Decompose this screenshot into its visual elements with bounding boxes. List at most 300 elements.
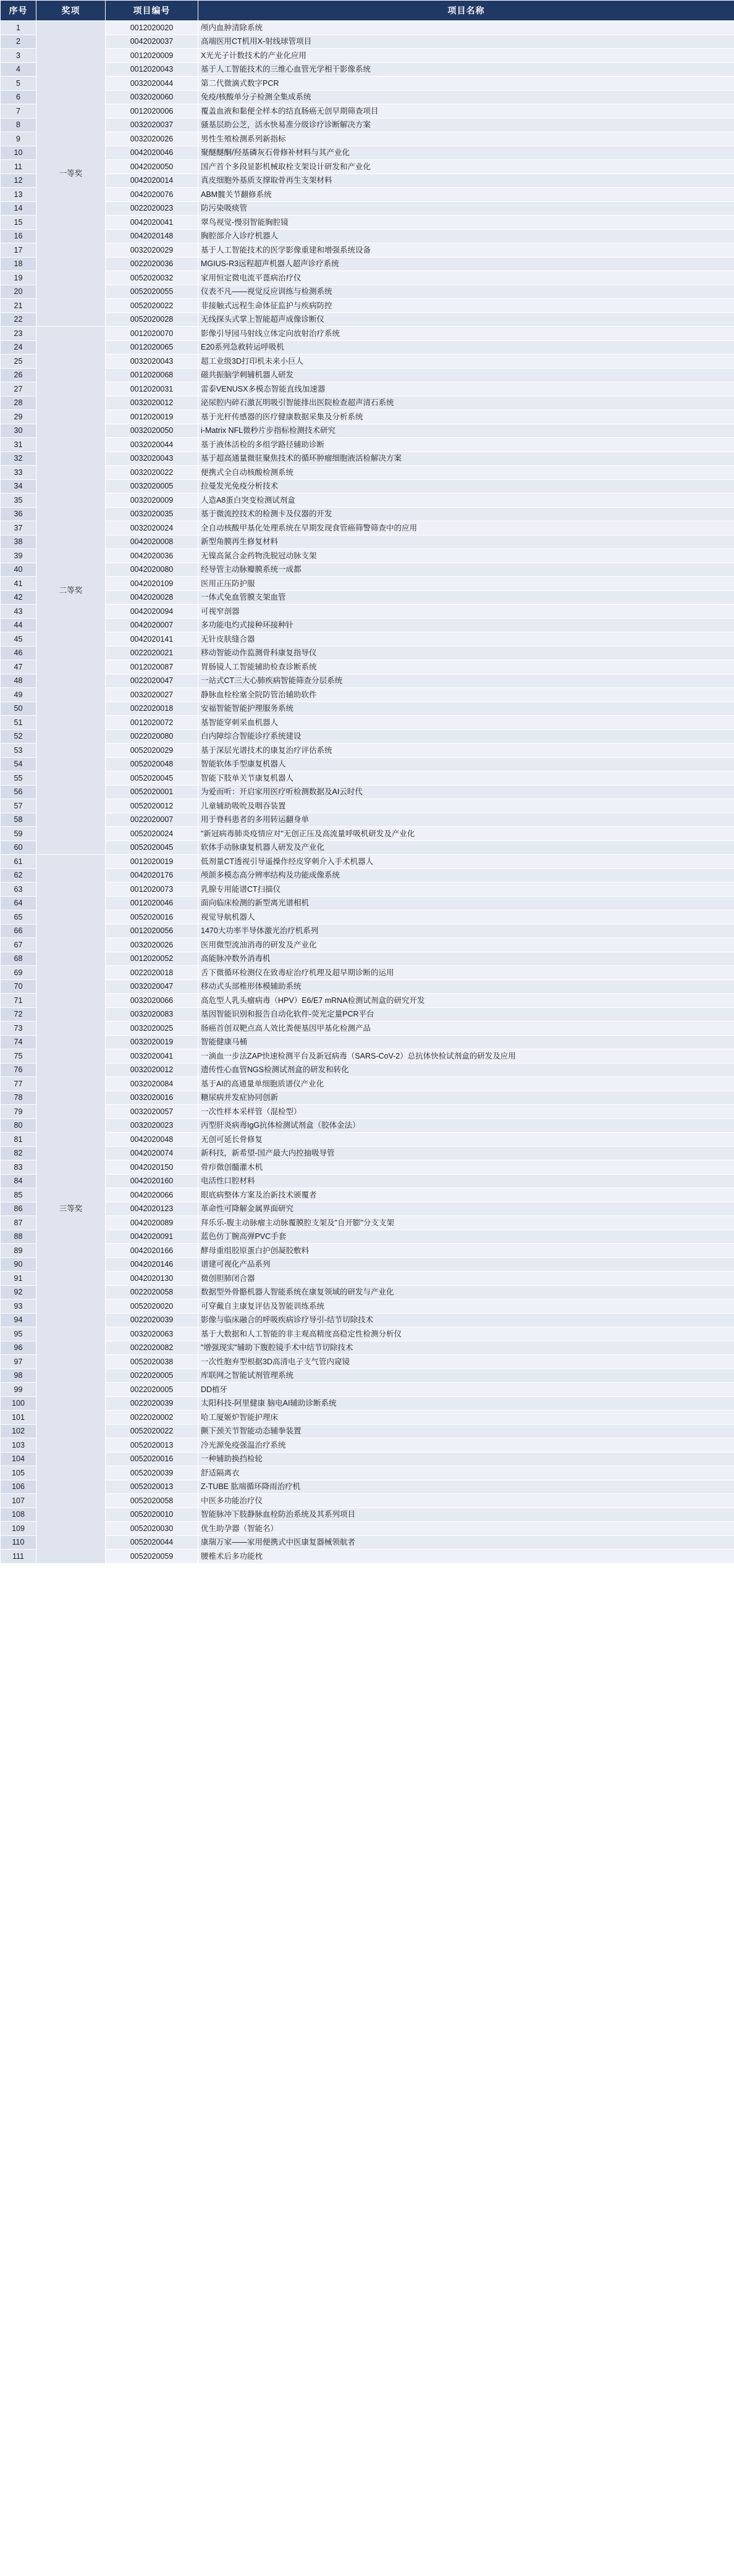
cell-code: 0032020022 [106, 466, 198, 480]
table-row [1, 1174, 734, 1188]
table-row [1, 466, 734, 480]
cell-no: 76 [1, 1063, 36, 1077]
table-row [1, 243, 734, 258]
cell-project-name: 腰椎术后多功能枕 [198, 1550, 734, 1564]
cell-project-name: 白内障综合智能诊疗系统建设 [198, 729, 734, 744]
cell-no: 24 [1, 340, 36, 355]
cell-code: 0012020065 [106, 340, 198, 355]
cell-no: 85 [1, 1188, 36, 1202]
cell-code: 0022020047 [106, 674, 198, 688]
cell-code: 0052020048 [106, 757, 198, 771]
cell-no: 68 [1, 952, 36, 966]
cell-no: 81 [1, 1133, 36, 1147]
cell-project-name: "新冠病毒肺炎疫情应对"无创正压及高流量呼吸机研发及产业化 [198, 827, 734, 841]
cell-no: 53 [1, 744, 36, 758]
cell-code: 0022020018 [106, 702, 198, 716]
cell-code: 0022020005 [106, 1383, 198, 1397]
cell-code: 0032020012 [106, 1063, 198, 1077]
cell-project-name: 舒适隔离衣 [198, 1466, 734, 1480]
table-row [1, 1133, 734, 1147]
cell-project-name: 覆盖血液和黏便全样本的结直肠癌无创早期筛查项目 [198, 104, 734, 119]
cell-project-name: 多功能电灼式接种环接种针 [198, 618, 734, 632]
cell-code: 0032020063 [106, 1327, 198, 1341]
cell-code: 0012020043 [106, 62, 198, 77]
table-row [1, 549, 734, 563]
cell-code: 0042020089 [106, 1216, 198, 1230]
cell-code: 0032020024 [106, 521, 198, 535]
table-row [1, 605, 734, 619]
table-row [1, 883, 734, 897]
cell-no: 7 [1, 104, 36, 119]
cell-project-name: 国产首个多段显影机械取栓支架设计研发和产业化 [198, 160, 734, 174]
cell-no: 20 [1, 285, 36, 299]
cell-project-name: 遗传性心血管NGS检测试剂盒的研发和转化 [198, 1063, 734, 1077]
table-row [1, 174, 734, 188]
cell-no: 96 [1, 1341, 36, 1355]
cell-project-name: 骨疖微创髓灌木机 [198, 1160, 734, 1175]
cell-no: 42 [1, 590, 36, 605]
table-row [1, 229, 734, 243]
cell-project-name: 翠鸟视觉-慢羽智能胸腔镜 [198, 216, 734, 230]
cell-project-name: 蓝色仿丁腕高弹PVC手套 [198, 1230, 734, 1244]
cell-project-name: 太阳科技-阿里健康 脑电AI辅助诊断系统 [198, 1396, 734, 1411]
cell-project-name: "增强现实"辅助下腹腔镜手术中结节切除技术 [198, 1341, 734, 1355]
table-row [1, 1285, 734, 1299]
cell-project-name: 革命性可降解金属界面研究 [198, 1202, 734, 1216]
table-row [1, 62, 734, 77]
cell-no: 91 [1, 1272, 36, 1286]
cell-no: 29 [1, 410, 36, 424]
cell-code: 0032020009 [106, 493, 198, 508]
cell-code: 0042020028 [106, 590, 198, 605]
cell-no: 108 [1, 1508, 36, 1522]
cell-code: 0052020045 [106, 771, 198, 786]
cell-no: 106 [1, 1480, 36, 1494]
table-row [1, 535, 734, 549]
cell-project-name: 安福智能智能护理服务系统 [198, 702, 734, 716]
table-row [1, 563, 734, 577]
table-row [1, 1244, 734, 1258]
table-row [1, 952, 734, 966]
cell-code: 0052020044 [106, 1535, 198, 1550]
cell-award: 一等奖 [36, 21, 106, 327]
cell-no: 28 [1, 396, 36, 410]
table-row [1, 1438, 734, 1453]
cell-no: 9 [1, 132, 36, 146]
header-name: 项目名称 [198, 1, 734, 21]
table-row [1, 910, 734, 925]
cell-code: 0032020084 [106, 1077, 198, 1091]
table-row [1, 1105, 734, 1119]
cell-code: 0022020039 [106, 1313, 198, 1327]
cell-no: 23 [1, 327, 36, 341]
cell-code: 0052020022 [106, 1424, 198, 1438]
cell-project-name: 舌下微循环检测仪在致毒症治疗机理及超早期诊断的运用 [198, 966, 734, 980]
cell-no: 38 [1, 535, 36, 549]
cell-project-name: 男性生殖检测系列新指标 [198, 132, 734, 146]
cell-project-name: 一站式CT三大心肺疾病智能筛查分层系统 [198, 674, 734, 688]
cell-no: 47 [1, 660, 36, 674]
cell-no: 109 [1, 1522, 36, 1536]
cell-code: 0012020068 [106, 368, 198, 382]
cell-project-name: 静脉血栓栓塞全院防管治辅助软件 [198, 688, 734, 702]
cell-no: 75 [1, 1049, 36, 1064]
cell-project-name: 影像引导园马射线立体定向放射治疗系统 [198, 327, 734, 341]
cell-project-name: 基于光杆传感器的医疗健康数据采集及分析系统 [198, 410, 734, 424]
cell-project-name: 经导管主动脉瓣膜系统一成都 [198, 563, 734, 577]
table-row [1, 813, 734, 827]
header-no: 序号 [1, 1, 36, 21]
cell-project-name: 基智能穿刺采血机器人 [198, 716, 734, 730]
cell-project-name: 酵母重组胶原蛋白护创凝胶敷料 [198, 1244, 734, 1258]
table-row [1, 1188, 734, 1202]
table-row [1, 785, 734, 799]
cell-no: 44 [1, 618, 36, 632]
cell-no: 56 [1, 785, 36, 799]
cell-project-name: 视觉导航机器人 [198, 910, 734, 925]
cell-no: 57 [1, 799, 36, 813]
cell-no: 5 [1, 77, 36, 91]
cell-project-name: 乳腺专用能谱CT扫描仪 [198, 883, 734, 897]
cell-no: 18 [1, 257, 36, 271]
table-row [1, 1341, 734, 1355]
cell-no: 61 [1, 855, 36, 869]
cell-code: 0032020029 [106, 243, 198, 258]
cell-project-name: i-Matrix NFL微秒片步指标检测技术研究 [198, 424, 734, 438]
cell-project-name: 高端医用CT机用X-射线球管项目 [198, 35, 734, 49]
cell-no: 40 [1, 563, 36, 577]
cell-project-name: 胃肠镜人工智能辅助检查诊断系统 [198, 660, 734, 674]
cell-code: 0032020037 [106, 118, 198, 132]
cell-project-name: 骚基层助公芝，活水快易准分级诊疗诊断解决方案 [198, 118, 734, 132]
cell-project-name: 基于微流控技术的检测卡及仪器的开发 [198, 507, 734, 521]
cell-code: 0042020094 [106, 605, 198, 619]
cell-code: 0022020058 [106, 1285, 198, 1299]
table-row [1, 35, 734, 49]
cell-code: 0032020066 [106, 994, 198, 1008]
cell-no: 97 [1, 1355, 36, 1369]
table-row [1, 674, 734, 688]
cell-code: 0042020148 [106, 229, 198, 243]
cell-project-name: 基因智能识别和报告自动化软件-荧光定量PCR平台 [198, 1007, 734, 1022]
cell-no: 32 [1, 451, 36, 466]
cell-no: 33 [1, 466, 36, 480]
cell-code: 0052020001 [106, 785, 198, 799]
table-row [1, 438, 734, 452]
table-body [1, 21, 734, 1564]
table-row [1, 1118, 734, 1133]
cell-code: 0042020041 [106, 216, 198, 230]
table-row [1, 618, 734, 632]
cell-code: 0032020083 [106, 1007, 198, 1022]
cell-no: 15 [1, 216, 36, 230]
cell-project-name: 一次性胞弃型根据3D高清电子支气管内窥镜 [198, 1355, 734, 1369]
cell-code: 0032020044 [106, 438, 198, 452]
cell-code: 0032020025 [106, 1022, 198, 1036]
table-row [1, 368, 734, 382]
cell-code: 0052020012 [106, 799, 198, 813]
cell-code: 0032020016 [106, 1091, 198, 1105]
table-row [1, 1466, 734, 1480]
table-row [1, 1160, 734, 1175]
cell-no: 14 [1, 201, 36, 216]
table-row [1, 313, 734, 327]
table-row [1, 1091, 734, 1105]
table-row [1, 994, 734, 1008]
cell-no: 92 [1, 1285, 36, 1299]
cell-project-name: 医用正压防护服 [198, 577, 734, 591]
table-row [1, 1077, 734, 1091]
cell-no: 46 [1, 646, 36, 660]
cell-no: 49 [1, 688, 36, 702]
table-row [1, 355, 734, 369]
cell-project-name: 丙型肝炎病毒IgG抗体检测试剂盒（胶体金法） [198, 1118, 734, 1133]
cell-code: 0042020066 [106, 1188, 198, 1202]
cell-no: 69 [1, 966, 36, 980]
cell-code: 0042020091 [106, 1230, 198, 1244]
cell-project-name: 智能健康马桶 [198, 1035, 734, 1049]
cell-no: 25 [1, 355, 36, 369]
cell-code: 0042020109 [106, 577, 198, 591]
cell-project-name: 人造A8蛋白突变检测试剂盒 [198, 493, 734, 508]
cell-no: 3 [1, 49, 36, 63]
cell-project-name: 哈工厦姬炉智能护理床 [198, 1411, 734, 1425]
cell-no: 86 [1, 1202, 36, 1216]
cell-code: 0012020020 [106, 21, 198, 35]
cell-no: 70 [1, 980, 36, 994]
cell-code: 0052020055 [106, 285, 198, 299]
cell-no: 62 [1, 868, 36, 883]
table-row [1, 507, 734, 521]
cell-no: 52 [1, 729, 36, 744]
cell-project-name: 面向临床检测的新型离光谱相机 [198, 896, 734, 910]
table-row [1, 49, 734, 63]
cell-code: 0032020005 [106, 479, 198, 493]
table-header-row [1, 1, 734, 21]
cell-project-name: 基于人工智能技术的医学影像重建和增强系统设备 [198, 243, 734, 258]
cell-no: 12 [1, 174, 36, 188]
cell-project-name: 基于超高通量微驻聚焦技术的循环肿瘤细胞液活检解决方案 [198, 451, 734, 466]
cell-project-name: Z-TUBE 肱端循环降雨治疗机 [198, 1480, 734, 1494]
cell-no: 2 [1, 35, 36, 49]
cell-project-name: 移动智能动作监测骨科康复指导仪 [198, 646, 734, 660]
cell-no: 66 [1, 924, 36, 938]
cell-project-name: 颅内血肿清除系统 [198, 21, 734, 35]
cell-no: 30 [1, 424, 36, 438]
cell-project-name: 拜乐乐-腹主动脉瘤主动脉覆膜腔支架及"自开膨"分支支架 [198, 1216, 734, 1230]
cell-project-name: 家用恒定微电流平蓖病治疗仪 [198, 271, 734, 285]
cell-no: 43 [1, 605, 36, 619]
cell-code: 0022020036 [106, 257, 198, 271]
cell-no: 59 [1, 827, 36, 841]
table-row [1, 1007, 734, 1022]
cell-no: 4 [1, 62, 36, 77]
table-row [1, 340, 734, 355]
cell-code: 0052020032 [106, 271, 198, 285]
cell-no: 39 [1, 549, 36, 563]
table-row [1, 855, 734, 869]
table-row [1, 1355, 734, 1369]
table-row [1, 21, 734, 35]
cell-code: 0052020013 [106, 1480, 198, 1494]
cell-code: 0052020028 [106, 313, 198, 327]
table-row [1, 1369, 734, 1383]
cell-project-name: 防污染吸痰管 [198, 201, 734, 216]
cell-code: 0042020160 [106, 1174, 198, 1188]
table-row [1, 1535, 734, 1550]
table-row [1, 1230, 734, 1244]
cell-code: 0032020047 [106, 980, 198, 994]
table-row [1, 924, 734, 938]
table-row [1, 1396, 734, 1411]
cell-no: 89 [1, 1244, 36, 1258]
cell-code: 0052020010 [106, 1508, 198, 1522]
cell-project-name: 冷光源免疫强温治疗系统 [198, 1438, 734, 1453]
table-row [1, 201, 734, 216]
table-row [1, 216, 734, 230]
cell-project-name: 数据型外骨骼机器人智能系统在康复领域的研发与产业化 [198, 1285, 734, 1299]
table-row [1, 716, 734, 730]
cell-project-name: 智能脉冲下肢静脉血栓防治系统及其系列项目 [198, 1508, 734, 1522]
table-row [1, 77, 734, 91]
cell-project-name: 基于液体活检的多组学路径辅助诊断 [198, 438, 734, 452]
cell-project-name: 肠癌首创双靶点高人效比粪便基因甲基化检测产品 [198, 1022, 734, 1036]
cell-project-name: 电活性口腔材料 [198, 1174, 734, 1188]
cell-project-name: 影像与临床融合的呼吸疾病诊疗导引-结节切除技术 [198, 1313, 734, 1327]
cell-no: 60 [1, 841, 36, 855]
cell-code: 0052020059 [106, 1550, 198, 1564]
cell-project-name: X光光子计数技术的产业化应用 [198, 49, 734, 63]
cell-no: 103 [1, 1438, 36, 1453]
cell-project-name: 超工业级3D打印机未来小巨人 [198, 355, 734, 369]
table-row [1, 1494, 734, 1508]
cell-no: 90 [1, 1257, 36, 1272]
table-row [1, 118, 734, 132]
cell-code: 0032020050 [106, 424, 198, 438]
cell-code: 0052020058 [106, 1494, 198, 1508]
table-row [1, 1411, 734, 1425]
cell-code: 0022020082 [106, 1341, 198, 1355]
cell-project-name: 拉曼发光免疫分析技术 [198, 479, 734, 493]
cell-code: 0032020019 [106, 1035, 198, 1049]
cell-code: 0032020044 [106, 77, 198, 91]
cell-no: 19 [1, 271, 36, 285]
cell-code: 0042020166 [106, 1244, 198, 1258]
table-row [1, 702, 734, 716]
cell-code: 0022020005 [106, 1369, 198, 1383]
cell-no: 48 [1, 674, 36, 688]
cell-no: 73 [1, 1022, 36, 1036]
cell-code: 0042020037 [106, 35, 198, 49]
cell-no: 21 [1, 299, 36, 313]
cell-no: 1 [1, 21, 36, 35]
cell-no: 35 [1, 493, 36, 508]
cell-code: 0012020072 [106, 716, 198, 730]
cell-code: 0032020023 [106, 1118, 198, 1133]
cell-project-name: 糖尿病并发症协同创新 [198, 1091, 734, 1105]
cell-project-name: 新科技，新希望-国产最大内控抽吸导管 [198, 1146, 734, 1160]
cell-code: 0032020057 [106, 1105, 198, 1119]
table-row [1, 1480, 734, 1494]
cell-code: 0012020073 [106, 883, 198, 897]
cell-no: 93 [1, 1299, 36, 1314]
cell-no: 63 [1, 883, 36, 897]
cell-no: 37 [1, 521, 36, 535]
cell-no: 26 [1, 368, 36, 382]
cell-code: 0032020041 [106, 1049, 198, 1064]
cell-project-name: 微创胆肺闭合器 [198, 1272, 734, 1286]
table-row [1, 271, 734, 285]
cell-no: 105 [1, 1466, 36, 1480]
cell-code: 0052020045 [106, 841, 198, 855]
cell-project-name: 基于AI的高通量单细胞质谱仪产业化 [198, 1077, 734, 1091]
table-row [1, 285, 734, 299]
cell-project-name: 医用微型流油消毒的研发及产业化 [198, 938, 734, 952]
cell-project-name: 一滴血一步法ZAP快速检测平台及新冠病毒（SARS-CoV-2）总抗体快检试剂盒的研发及应用 [198, 1049, 734, 1064]
cell-award: 三等奖 [36, 855, 106, 1564]
cell-no: 58 [1, 813, 36, 827]
table-row [1, 799, 734, 813]
table-row [1, 396, 734, 410]
cell-no: 79 [1, 1105, 36, 1119]
cell-no: 102 [1, 1424, 36, 1438]
table-row [1, 1216, 734, 1230]
cell-no: 16 [1, 229, 36, 243]
table-row [1, 1550, 734, 1564]
cell-code: 0022020023 [106, 201, 198, 216]
cell-code: 0012020070 [106, 327, 198, 341]
cell-code: 0012020046 [106, 896, 198, 910]
cell-no: 80 [1, 1118, 36, 1133]
cell-no: 77 [1, 1077, 36, 1091]
table-row [1, 688, 734, 702]
cell-project-name: 聚醚醚酮/羟基磷灰石骨修补材料与其产业化 [198, 146, 734, 160]
cell-no: 101 [1, 1411, 36, 1425]
cell-project-name: 便携式全自动核酸检测系统 [198, 466, 734, 480]
cell-code: 0032020035 [106, 507, 198, 521]
cell-project-name: 无针皮肤缝合器 [198, 632, 734, 647]
cell-no: 10 [1, 146, 36, 160]
cell-project-name: 智能软体手型康复机器人 [198, 757, 734, 771]
cell-code: 0042020046 [106, 146, 198, 160]
cell-code: 0042020150 [106, 1160, 198, 1175]
cell-project-name: 雷泰VENUSX多模态智能直线加速器 [198, 382, 734, 396]
table-row [1, 146, 734, 160]
table-row [1, 966, 734, 980]
cell-no: 72 [1, 1007, 36, 1022]
cell-no: 82 [1, 1146, 36, 1160]
table-row [1, 1202, 734, 1216]
cell-no: 41 [1, 577, 36, 591]
table-row [1, 980, 734, 994]
table-row [1, 1022, 734, 1036]
cell-code: 0042020076 [106, 188, 198, 202]
cell-code: 0032020043 [106, 355, 198, 369]
cell-code: 0012020009 [106, 49, 198, 63]
table-row [1, 646, 734, 660]
cell-project-name: 眼底病整体方案及治新技术颁覆者 [198, 1188, 734, 1202]
table-row [1, 1383, 734, 1397]
table-row [1, 1327, 734, 1341]
cell-project-name: 中医多功能治疗仪 [198, 1494, 734, 1508]
table-row [1, 1299, 734, 1314]
cell-project-name: 高危型人乳头瘤病毒（HPV）E6/E7 mRNA检测试剂盒的研究开发 [198, 994, 734, 1008]
cell-no: 8 [1, 118, 36, 132]
table-row [1, 1313, 734, 1327]
cell-no: 6 [1, 90, 36, 104]
table-row [1, 896, 734, 910]
cell-no: 107 [1, 1494, 36, 1508]
